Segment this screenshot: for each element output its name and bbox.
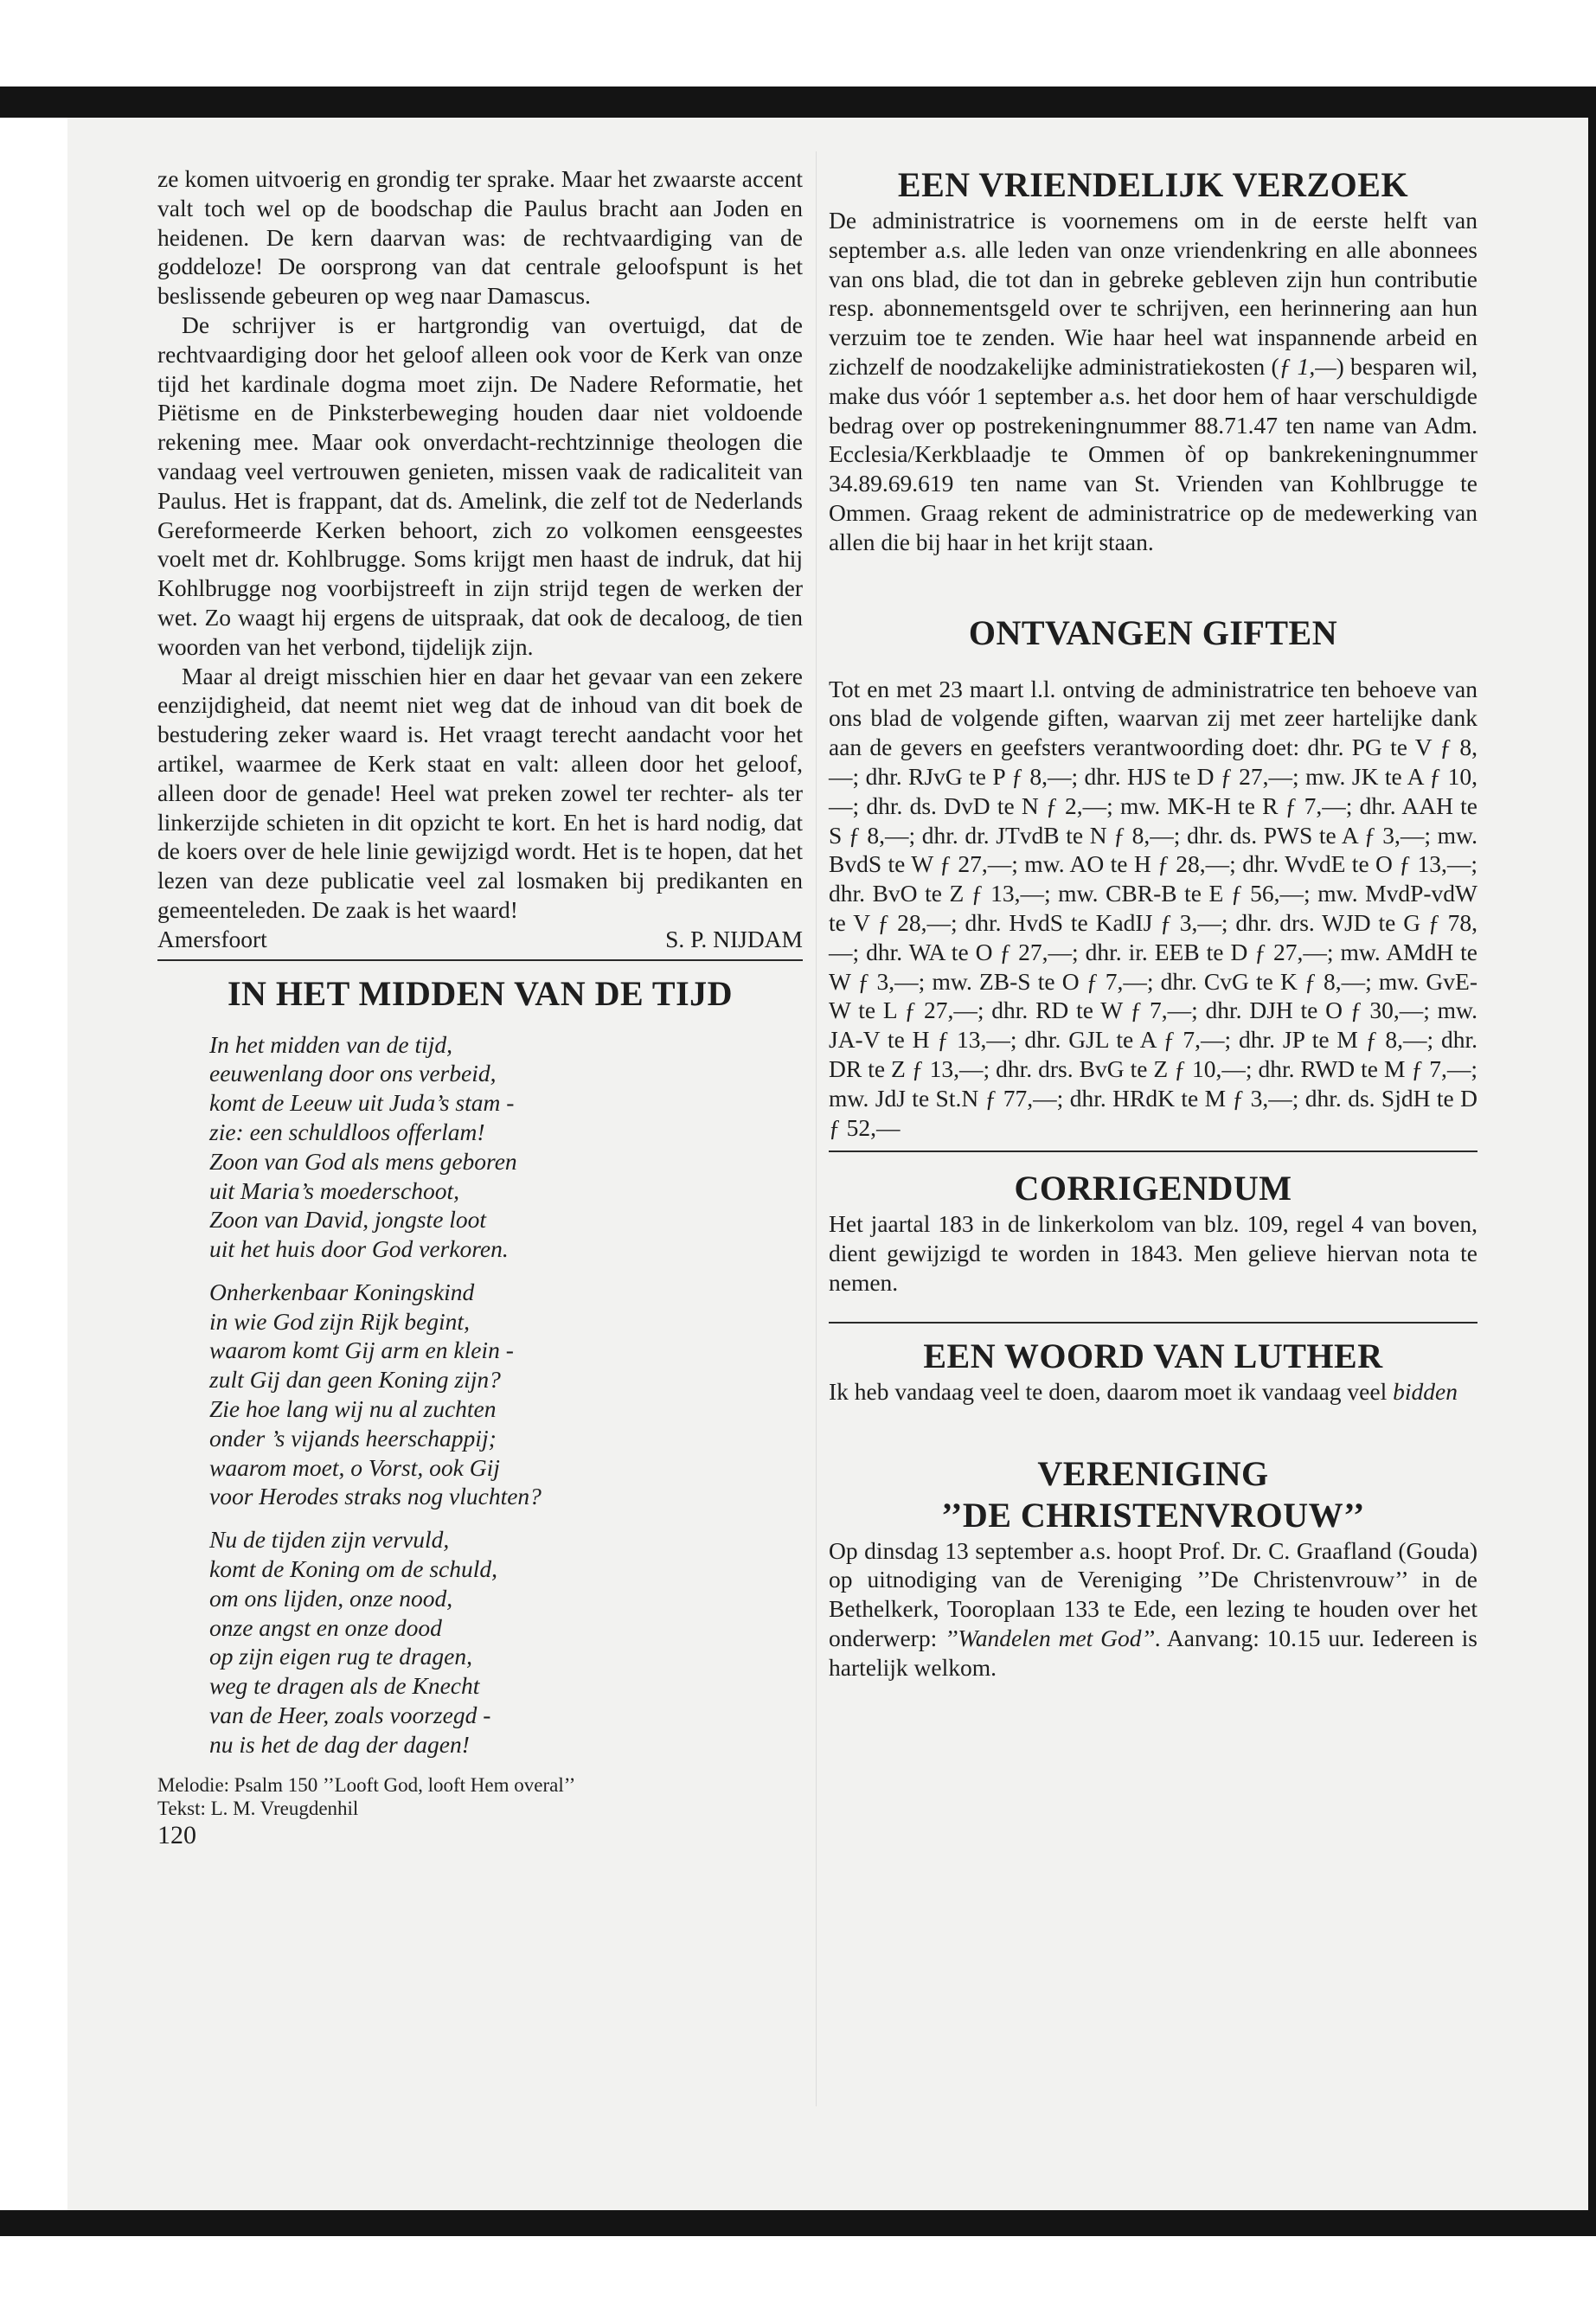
- scan-border-bottom: [0, 2210, 1596, 2236]
- poem-line: van de Heer, zoals voorzegd -: [209, 1702, 491, 1729]
- poem-line: zie: een schuldloos offerlam!: [209, 1118, 485, 1145]
- poem-line: onder ’s vijands heerschappij;: [209, 1424, 497, 1452]
- poem-line: In het midden van de tijd,: [209, 1030, 453, 1058]
- scan-border-right: [1588, 87, 1596, 2236]
- signature-place: Amersfoort: [157, 925, 267, 952]
- review-paragraph: De schrijver is er hartgrondig van overtuigd, dat de rechtvaardiging door het geloof alleen ook voor de Kerk van onze tijd het kardinale dogma moet zijn. De Nadere Reformatie, het Piëtisme en de Pinksterbeweging houden daar niet voldoende rekening mee. Maar ook onverdacht-rechtzinnige theologen die vandaag veel vertrouwen genieten, missen vaak de radicaliteit van Paulus. Het is frappant, dat ds. Amelink, die zelf tot de Nederlands Gereformeerde Kerken behoort, zich zo volkomen eensgeestes voelt met dr. Kohlbrugge. Soms krijgt men haast de indruk, dat hij Kohlbrugge nog voorbijstreeft in zijn strijd tegen de werken der wet. Zo waagt hij ergens de uitspraak, dat ook de decaloog, de tien woorden van het verbond, tijdelijk zijn.: [157, 311, 803, 660]
- poem: [157, 1030, 803, 1759]
- page-number: 120: [157, 1820, 196, 1849]
- column-divider: [816, 151, 817, 2106]
- poem-line: om ons lijden, onze nood,: [209, 1584, 453, 1612]
- corrigendum-body: Het jaartal 183 in de linkerkolom van blz. 109, regel 4 van boven, dient gewijzigd te worden in 1843. Men gelieve hiervan nota te nemen.: [829, 1210, 1477, 1296]
- vereniging-body: Op dinsdag 13 september a.s. hoopt Prof. Dr. C. Graafland (Gouda) op uitnodiging van de Vereniging ’’De Christenvrouw’’ in de Bethelkerk, Tooroplaan 133 te Ede, een lezing te houden over het onderwerp: ’’Wandelen met God’’. Aanvang: 10.15 uur. Iedereen is hartelijk welkom.: [829, 1536, 1478, 1681]
- section-divider: [829, 1322, 1477, 1324]
- poem-line: uit Maria’s moederschoot,: [209, 1176, 459, 1204]
- giften-intro: Tot en met 23 maart l.l. ontving de administratrice ten behoeve van ons blad de volgende giften, waarvan zij met zeer hartelijke dank aan de gevers en geefsters verantwoording doet: dhr. PG te V ƒ 8,—; dhr. RJvG te P ƒ 8,—; dhr. HJS te D ƒ 27,—; mw. JK te A ƒ 10,—; dhr. ds. DvD te N ƒ 2,—; mw. MK-H te R ƒ 7,—; dhr. AAH te S ƒ 8,—; dhr. dr. JTvdB te N ƒ 8,—; dhr. ds. PWS te A ƒ 3,—; mw. BvdS te W ƒ 27,—; mw. AO te H ƒ 28,—; dhr. WvdE te O ƒ 13,—; dhr. BvO te Z ƒ 13,—; mw. CBR-B te E ƒ 56,—; mw. MvdP-vdW te V ƒ 28,—; dhr. HvdS te KadIJ ƒ 3,—; dhr. drs. WJD te G ƒ 78,—; dhr. WA te O ƒ 27,—; dhr. ir. EEB te D ƒ 27,—; mw. AMdH te W ƒ 3,—; mw. ZB-S te O ƒ 7,—; dhr. CvG te K ƒ 8,—; mw. GvE-W te L ƒ 27,—; dhr. RD te W ƒ 7,—; dhr. DJH te O ƒ 30,—; mw. JA-V te H ƒ 13,—; dhr. GJL te A ƒ 7,—; dhr. JP te M ƒ 8,—; dhr. DR te Z ƒ 13,—; dhr. drs. BvG te Z ƒ 10,—; dhr. RWD te M ƒ 7,—; mw. JdJ te St.N ƒ 77,—; dhr. HRdK te M ƒ 3,—; dhr. ds. SjdH te D ƒ 52,—: [829, 675, 1477, 1141]
- poem-line: eeuwenlang door ons verbeid,: [209, 1060, 497, 1087]
- poem-line: waarom moet, o Vorst, ook Gij: [209, 1453, 500, 1481]
- poem-line: voor Herodes straks nog vluchten?: [209, 1483, 542, 1510]
- poem-credits: [157, 1773, 803, 1820]
- review-paragraph: Maar al dreigt misschien hier en daar het gevaar van een zekere eenzijdigheid, dat neemt niet weg dat de inhoud van dit boek de bestudering zeker waard is. Het vraagt terecht aandacht voor het artikel, waarmee de Kerk staat en valt: alleen door het geloof, alleen door de genade! Heel wat preken zowel ter rechter- als ter linkerzijde schieten in dit opzicht te kort. En het is hard nodig, dat de koers over de hele linie gewijzigd wordt. Het is te hopen, dat het lezen van deze publicatie veel zal losmaken bij predikanten en gemeenteleden. De zaak is het waard!: [157, 662, 803, 923]
- poem-line: Nu de tijden zijn vervuld,: [209, 1526, 450, 1554]
- admin-cost-amount: ƒ 1,—: [1279, 352, 1336, 380]
- section-divider: [829, 1150, 1477, 1152]
- giften-title: ONTVANGEN GIFTEN: [968, 612, 1338, 652]
- poem-line: op zijn eigen rug te dragen,: [209, 1643, 472, 1670]
- verzoek-title: EEN VRIENDELIJK VERZOEK: [897, 165, 1409, 204]
- poem-line: zult Gij dan geen Koning zijn?: [209, 1366, 501, 1394]
- lecture-topic: ’’Wandelen met God’’: [945, 1624, 1155, 1651]
- section-divider: [157, 959, 803, 961]
- poem-line: waarom komt Gij arm en klein -: [209, 1336, 514, 1364]
- scan-border-top: [0, 87, 1596, 118]
- poem-line: Zie hoe lang wij nu al zuchten: [209, 1395, 497, 1423]
- vereniging-title-line: ’’DE CHRISTENVROUW’’: [941, 1495, 1365, 1535]
- poem-line: komt de Leeuw uit Juda’s stam -: [209, 1089, 515, 1117]
- poem-stanza: [209, 1278, 803, 1511]
- luther-quote: Ik heb vandaag veel te doen, daarom moet ik vandaag veel bidden: [829, 1377, 1458, 1405]
- poem-line: Zoon van David, jongste loot: [209, 1206, 487, 1234]
- poem-line: nu is het de dag der dagen!: [209, 1730, 470, 1758]
- left-column: [157, 164, 803, 1851]
- vereniging-title: [829, 1453, 1477, 1536]
- melody-credit: Melodie: Psalm 150 ’’Looft God, looft Hem overal’’: [157, 1773, 576, 1796]
- signature-line: [157, 925, 803, 954]
- poem-stanza: [209, 1030, 803, 1264]
- vereniging-title-line: VERENIGING: [1037, 1453, 1269, 1493]
- luther-emphasis: bidden: [1393, 1377, 1458, 1405]
- verzoek-body: De administratrice is voornemens om in de eerste helft van september a.s. alle leden van onze vriendenkring en alle abonnees van ons blad, die tot dan in gebreke gebleven zijn hun contributie resp. abonnementsgeld over te schrijven, een herinnering aan hun verzuim toe te zenden. Wie haar heel wat inspannende arbeid en zichzelf de noodzakelijke administratiekosten (ƒ 1,—) besparen wil, make dus vóór 1 september a.s. het door hem of haar verschuldigde bedrag over op postrekeningnummer 88.71.47 ten name van Adm. Ecclesia/Kerkblaadje te Ommen òf op bankrekeningnummer 34.89.69.619 ten name van St. Vrienden van Kohlbrugge te Ommen. Graag rekent de administratrice op de medewerking van allen die bij haar in het krijt staan.: [829, 207, 1477, 555]
- poem-line: in wie God zijn Rijk begint,: [209, 1307, 470, 1335]
- signature-author: S. P. NIJDAM: [665, 925, 803, 952]
- poem-title: IN HET MIDDEN VAN DE TIJD: [227, 973, 734, 1013]
- poem-line: komt de Koning om de schuld,: [209, 1555, 498, 1583]
- review-paragraph: ze komen uitvoerig en grondig ter sprake. Maar het zwaarste accent valt toch wel op de boodschap die Paulus bracht aan Joden en heidenen. De kern daarvan was: de rechtvaardiging van de goddeloze! De oorsprong van dat centrale geloofspunt is het beslissende gebeuren op weg naar Damascus.: [157, 165, 803, 310]
- luther-title: EEN WOORD VAN LUTHER: [923, 1336, 1383, 1375]
- poem-stanza: [209, 1525, 803, 1759]
- poem-line: weg te dragen als de Knecht: [209, 1672, 480, 1700]
- poem-line: Zoon van God als mens geboren: [209, 1147, 517, 1175]
- poem-line: onze angst en onze dood: [209, 1613, 442, 1641]
- right-column: [829, 164, 1477, 1682]
- corrigendum-title: CORRIGENDUM: [1014, 1169, 1292, 1208]
- text-credit: Tekst: L. M. Vreugdenhil: [157, 1797, 359, 1819]
- poem-line: Onherkenbaar Koningskind: [209, 1278, 475, 1305]
- poem-line: uit het huis door God verkoren.: [209, 1235, 509, 1263]
- giften-list: dhr. PG te V ƒ 8,—; dhr. RJvG te P ƒ 8,—; dhr. HJS te D ƒ 27,—; mw. JK te A ƒ 10,—; dhr. ds. DvD te N ƒ 2,—; mw. MK-H te R ƒ 7,—; dhr. AAH te S ƒ 8,—; dhr. dr. JTvdB te N ƒ 8,—; dhr. ds. PWS te A ƒ 3,—; mw. BvdS te W ƒ 27,—; mw. AO te H ƒ 28,—; dhr. WvdE te O ƒ 13,—; dhr. BvO te Z ƒ 13,—; mw. CBR-B te E ƒ 56,—; mw. MvdP-vdW te V ƒ 28,—; dhr. HvdS te KadIJ ƒ 3,—; dhr. drs. WJD te G ƒ 78,—; dhr. WA te O ƒ 27,—; dhr. ir. EEB te D ƒ 27,—; mw. AMdH te W ƒ 3,—; mw. ZB-S te O ƒ 7,—; dhr. CvG te K ƒ 8,—; mw. GvE-W te L ƒ 27,—; dhr. RD te W ƒ 7,—; dhr. DJH te O ƒ 30,—; mw. JA-V te H ƒ 13,—; dhr. GJL te A ƒ 7,—; dhr. JP te M ƒ 8,—; dhr. DR te Z ƒ 13,—; dhr. drs. BvG te Z ƒ 10,—; dhr. RWD te M ƒ 7,—; mw. JdJ te St.N ƒ 77,—; dhr. HRdK te M ƒ 3,—; dhr. ds. SjdH te D ƒ 52,—: [829, 734, 1477, 1141]
